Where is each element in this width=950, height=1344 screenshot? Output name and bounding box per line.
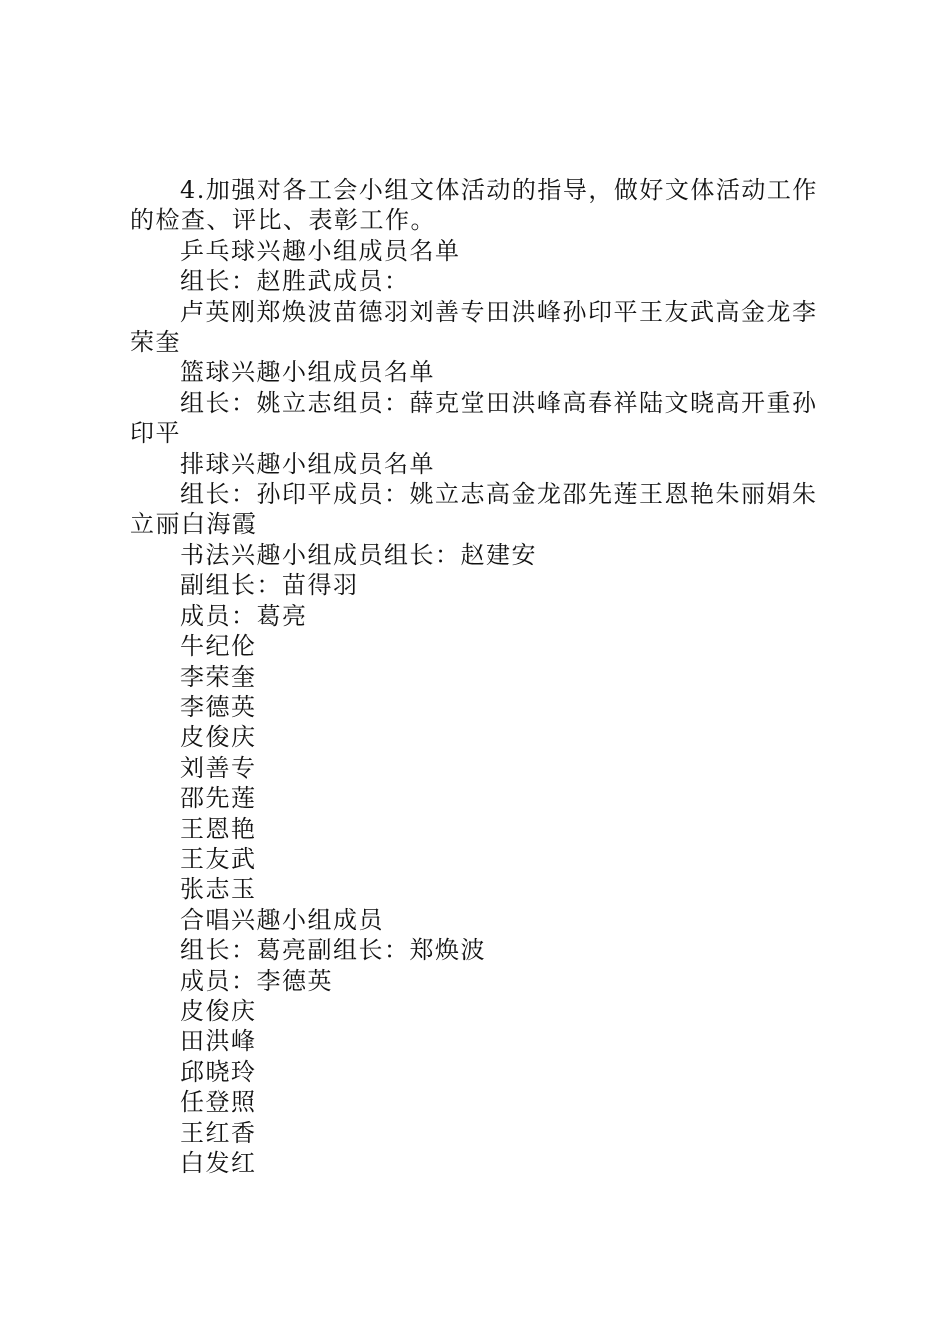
choir-member: 田洪峰 [180, 1027, 257, 1056]
calligraphy-member: 邵先莲 [180, 784, 257, 813]
choir-member: 任登照 [180, 1088, 257, 1117]
calligraphy-deputy-leader: 副组长：苗得羽 [180, 571, 359, 600]
basketball-leader-members: 组长：姚立志组员：薛克堂田洪峰高春祥陆文晓高开重孙印平 [130, 388, 818, 448]
document-body [130, 175, 832, 1178]
calligraphy-member: 张志玉 [180, 875, 257, 904]
heading-basketball-group: 篮球兴趣小组成员名单 [180, 358, 435, 387]
calligraphy-member: 牛纪伦 [180, 632, 257, 661]
choir-member: 邱晓玲 [180, 1057, 257, 1086]
choir-member: 皮俊庆 [180, 996, 257, 1025]
calligraphy-member: 李德英 [180, 692, 257, 721]
pingpong-leader: 组长：赵胜武成员： [180, 267, 410, 296]
choir-members-label: 成员：李德英 [180, 966, 333, 995]
heading-choir-group: 合唱兴趣小组成员 [180, 905, 384, 934]
choir-member: 王红香 [180, 1118, 257, 1147]
choir-leaders: 组长：葛亮副组长：郑焕波 [180, 936, 486, 965]
calligraphy-member: 刘善专 [180, 753, 257, 782]
calligraphy-members-label: 成员：葛亮 [180, 601, 308, 630]
heading-pingpong-group: 乒乓球兴趣小组成员名单 [180, 236, 461, 265]
heading-volleyball-group: 排球兴趣小组成员名单 [180, 449, 435, 478]
volleyball-leader-members: 组长：孙印平成员：姚立志高金龙邵先莲王恩艳朱丽娟朱立丽白海霞 [130, 480, 818, 539]
choir-member: 白发红 [180, 1149, 257, 1177]
paragraph-guidance: 4.加强对各工会小组文体活动的指导，做好文体活动工作的检查、评比、表彰工作。 [130, 176, 818, 235]
pingpong-members: 卢英刚郑焕波苗德羽刘善专田洪峰孙印平王友武高金龙李荣奎 [130, 297, 818, 357]
calligraphy-member: 李荣奎 [180, 662, 257, 691]
calligraphy-member: 皮俊庆 [180, 723, 257, 752]
calligraphy-group-leader: 书法兴趣小组成员组长：赵建安 [180, 540, 537, 569]
calligraphy-member: 王恩艳 [180, 814, 257, 843]
calligraphy-member: 王友武 [180, 844, 257, 873]
